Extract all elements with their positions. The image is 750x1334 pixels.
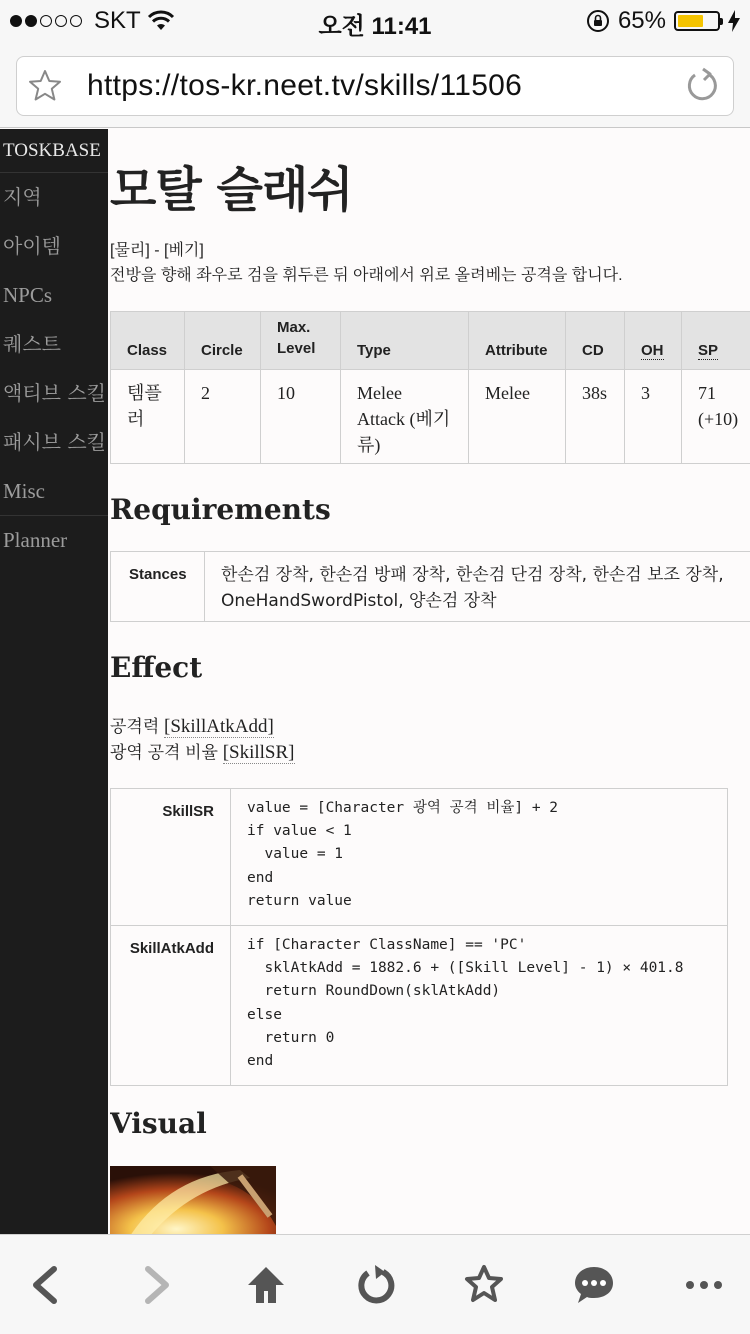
cell-oh: 3	[625, 370, 682, 464]
cell-class-line1: 템플	[127, 383, 162, 403]
cell-attribute: Melee	[469, 370, 566, 464]
header-attribute: Attribute	[469, 312, 566, 370]
sidebar-nav	[0, 129, 108, 1234]
skillatkadd-link[interactable]: [SkillAtkAdd]	[164, 716, 274, 737]
browser-toolbar	[0, 1234, 750, 1334]
bookmark-star-icon[interactable]	[462, 1263, 506, 1307]
address-bar[interactable]	[16, 56, 734, 116]
effect-attack-label: 공격력	[110, 717, 164, 736]
code-line: return value	[247, 892, 352, 909]
stances-label: Stances	[111, 552, 205, 622]
sidebar-item-active-skills[interactable]: 액티브 스킬	[3, 381, 106, 405]
clock: 오전 11:41	[318, 13, 432, 40]
cell-sp	[682, 370, 750, 464]
cell-max-level: 10	[261, 370, 341, 464]
header-oh-abbr: OH	[641, 342, 664, 359]
page-title: 모탈 슬래쉬	[110, 162, 353, 218]
cell-sp-line2: (+10)	[698, 409, 739, 429]
code-line: else	[247, 1006, 282, 1023]
table-header-row	[111, 312, 750, 370]
header-max-level	[261, 312, 341, 370]
header-cd: CD	[566, 312, 625, 370]
code-line: return 0	[247, 1029, 335, 1046]
header-circle: Circle	[185, 312, 261, 370]
cell-class-line2: 러	[127, 409, 145, 429]
effect-splash-label: 광역 공격 비율	[110, 743, 223, 762]
sidebar-item-regions[interactable]: 지역	[3, 185, 42, 209]
stances-line2: OneHandSwordPistol, 양손검 장착	[221, 591, 497, 611]
sidebar-item-misc[interactable]: Misc	[0, 467, 108, 516]
visual-heading: Visual	[110, 1107, 207, 1140]
stances-line1: 한손검 장착, 한손검 방패 장착, 한손검 단검 장착, 한손검 보조 장착,	[221, 565, 724, 585]
skillsr-link[interactable]: [SkillSR]	[222, 742, 295, 763]
requirements-table	[110, 551, 750, 622]
back-icon[interactable]	[24, 1263, 68, 1307]
cell-type-line3: 류)	[357, 435, 381, 455]
code-line: return RoundDown(sklAtkAdd)	[247, 983, 501, 1000]
more-icon[interactable]	[682, 1263, 726, 1307]
sidebar-item-planner[interactable]: Planner	[3, 528, 68, 552]
chat-icon[interactable]	[572, 1263, 616, 1307]
cell-type-line2: Attack (베기	[357, 409, 451, 429]
skill-tags: [물리] - [베기]	[110, 242, 204, 259]
table-row	[111, 926, 728, 1086]
effect-heading: Effect	[110, 651, 203, 684]
skill-visual-image	[110, 1166, 276, 1234]
sidebar-item-passive-skills[interactable]: 패시브 스킬	[3, 430, 106, 454]
skill-visual-art	[110, 1166, 276, 1234]
formula-table	[110, 788, 728, 1086]
cell-type-line1: Melee	[357, 383, 402, 403]
sidebar-item-npcs[interactable]: NPCs	[3, 283, 53, 307]
header-sp-abbr: SP	[698, 342, 719, 359]
browser-address-area	[0, 40, 750, 128]
code-line: end	[247, 869, 274, 886]
battery-group	[586, 7, 740, 35]
site-brand-link[interactable]: TOSKBASE	[0, 129, 108, 173]
code-line: value = 1	[247, 846, 344, 863]
url-text[interactable]: https://tos-kr.neet.tv/skills/11506	[87, 69, 523, 102]
header-max-level-line1: Max.	[277, 319, 311, 336]
main-content	[110, 129, 750, 1234]
status-bar	[0, 0, 750, 40]
battery-percent: 65%	[617, 7, 666, 34]
table-row	[111, 370, 750, 464]
charging-bolt-icon	[728, 10, 740, 32]
battery-icon	[674, 11, 720, 31]
home-icon[interactable]	[244, 1263, 288, 1307]
star-icon[interactable]	[27, 68, 63, 104]
formula-name-skillatkadd: SkillAtkAdd	[111, 926, 231, 1086]
header-sp	[682, 312, 750, 370]
code-line: sklAtkAdd = 1882.6 + ([Skill Level] - 1) × 401.8	[247, 960, 684, 977]
rotation-lock-icon	[586, 9, 610, 33]
skill-info-table	[110, 311, 750, 464]
requirements-heading: Requirements	[110, 493, 331, 526]
table-row	[111, 552, 750, 622]
code-line: if value < 1	[247, 823, 352, 840]
effect-line-attack	[110, 712, 274, 738]
cell-cd: 38s	[566, 370, 625, 464]
formula-code-skillatkadd	[231, 926, 728, 1086]
code-line: if [Character ClassName] == 'PC'	[247, 937, 527, 954]
stances-value	[205, 552, 750, 622]
formula-name-skillsr: SkillSR	[111, 789, 231, 926]
code-line: end	[247, 1053, 274, 1070]
skill-description: 전방을 향해 좌우로 검을 휘두른 뒤 아래에서 위로 올려베는 공격을 합니다.	[110, 267, 623, 284]
code-line: value = [Character 광역 공격 비율] + 2	[247, 800, 559, 816]
formula-code-skillsr	[231, 789, 728, 926]
table-row	[111, 789, 728, 926]
header-max-level-line2: Level	[277, 340, 316, 357]
cell-circle: 2	[185, 370, 261, 464]
forward-icon[interactable]	[134, 1263, 178, 1307]
header-type: Type	[341, 312, 469, 370]
header-oh	[625, 312, 682, 370]
reload-icon[interactable]	[683, 67, 721, 105]
header-class: Class	[111, 312, 185, 370]
reload-icon[interactable]	[354, 1263, 398, 1307]
cell-class	[111, 370, 185, 464]
sidebar-item-items[interactable]: 아이템	[3, 234, 61, 258]
carrier-name: SKT	[94, 7, 141, 34]
cell-sp-line1: 71	[698, 383, 716, 403]
sidebar-item-quests[interactable]: 퀘스트	[3, 332, 61, 356]
effect-line-splash	[110, 738, 295, 764]
cell-type	[341, 370, 469, 464]
